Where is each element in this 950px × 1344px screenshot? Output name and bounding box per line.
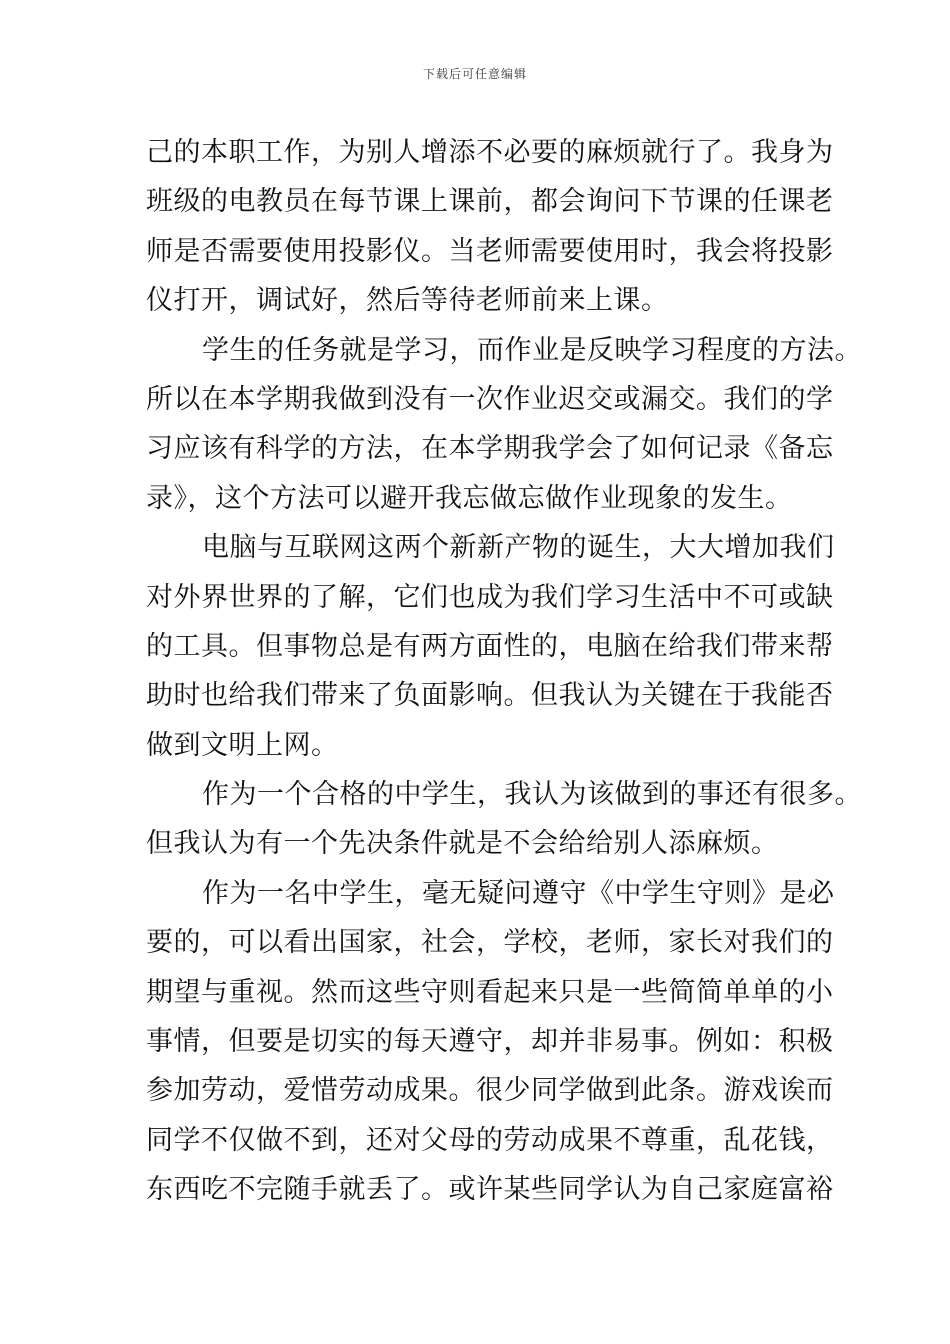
text-line: 做到文明上网。	[146, 729, 339, 761]
text-line: 己的本职工作，为别人增添不必要的麻烦就行了。我身为	[146, 137, 834, 168]
text-line: 班级的电教员在每节课上课前，都会询问下节课的任课老	[146, 186, 834, 218]
text-line: 录》，这个方法可以避开我忘做忘做作业现象的发生。	[146, 482, 793, 514]
text-line: 师是否需要使用投影仪。当老师需要使用时，我会将投影	[146, 235, 834, 267]
text-line: 事情，但要是切实的每天遵守，却并非易事。例如：积极	[146, 1026, 834, 1058]
paragraph-first-line: 作为一个合格的中学生，我认为该做到的事还有很多。	[202, 779, 862, 811]
text-line: 所以在本学期我做到没有一次作业迟交或漏交。我们的学	[146, 383, 834, 415]
text-line: 期望与重视。然而这些守则看起来只是一些简简单单的小	[146, 976, 834, 1008]
text-line: 要的，可以看出国家，社会，学校，老师，家长对我们的	[146, 927, 834, 959]
text-line: 仪打开，调试好，然后等待老师前来上课。	[146, 285, 669, 317]
text-line: 的工具。但事物总是有两方面性的，电脑在给我们带来帮	[146, 630, 834, 662]
text-line: 对外界世界的了解，它们也成为我们学习生活中不可或缺	[146, 581, 834, 613]
text-line: 助时也给我们带来了负面影响。但我认为关键在于我能否	[146, 680, 834, 712]
text-line: 习应该有科学的方法，在本学期我学会了如何记录《备忘	[146, 433, 834, 465]
text-line: 同学不仅做不到，还对父母的劳动成果不尊重，乱花钱，	[146, 1124, 834, 1156]
text-line: 参加劳动，爱惜劳动成果。很少同学做到此条。游戏诶而	[146, 1075, 834, 1107]
text-line: 东西吃不完随手就丢了。或许某些同学认为自己家庭富裕	[146, 1174, 834, 1206]
paragraph-first-line: 作为一名中学生，毫无疑问遵守《中学生守则》是必	[202, 877, 835, 909]
paragraph-first-line: 电脑与互联网这两个新新产物的诞生，大大增加我们	[202, 532, 835, 564]
page-header: 下载后可任意编辑	[422, 67, 527, 81]
text-line: 但我认为有一个先决条件就是不会给给别人添麻烦。	[146, 828, 779, 860]
paragraph-first-line: 学生的任务就是学习，而作业是反映学习程度的方法。	[202, 334, 862, 366]
document-body	[146, 128, 862, 1215]
